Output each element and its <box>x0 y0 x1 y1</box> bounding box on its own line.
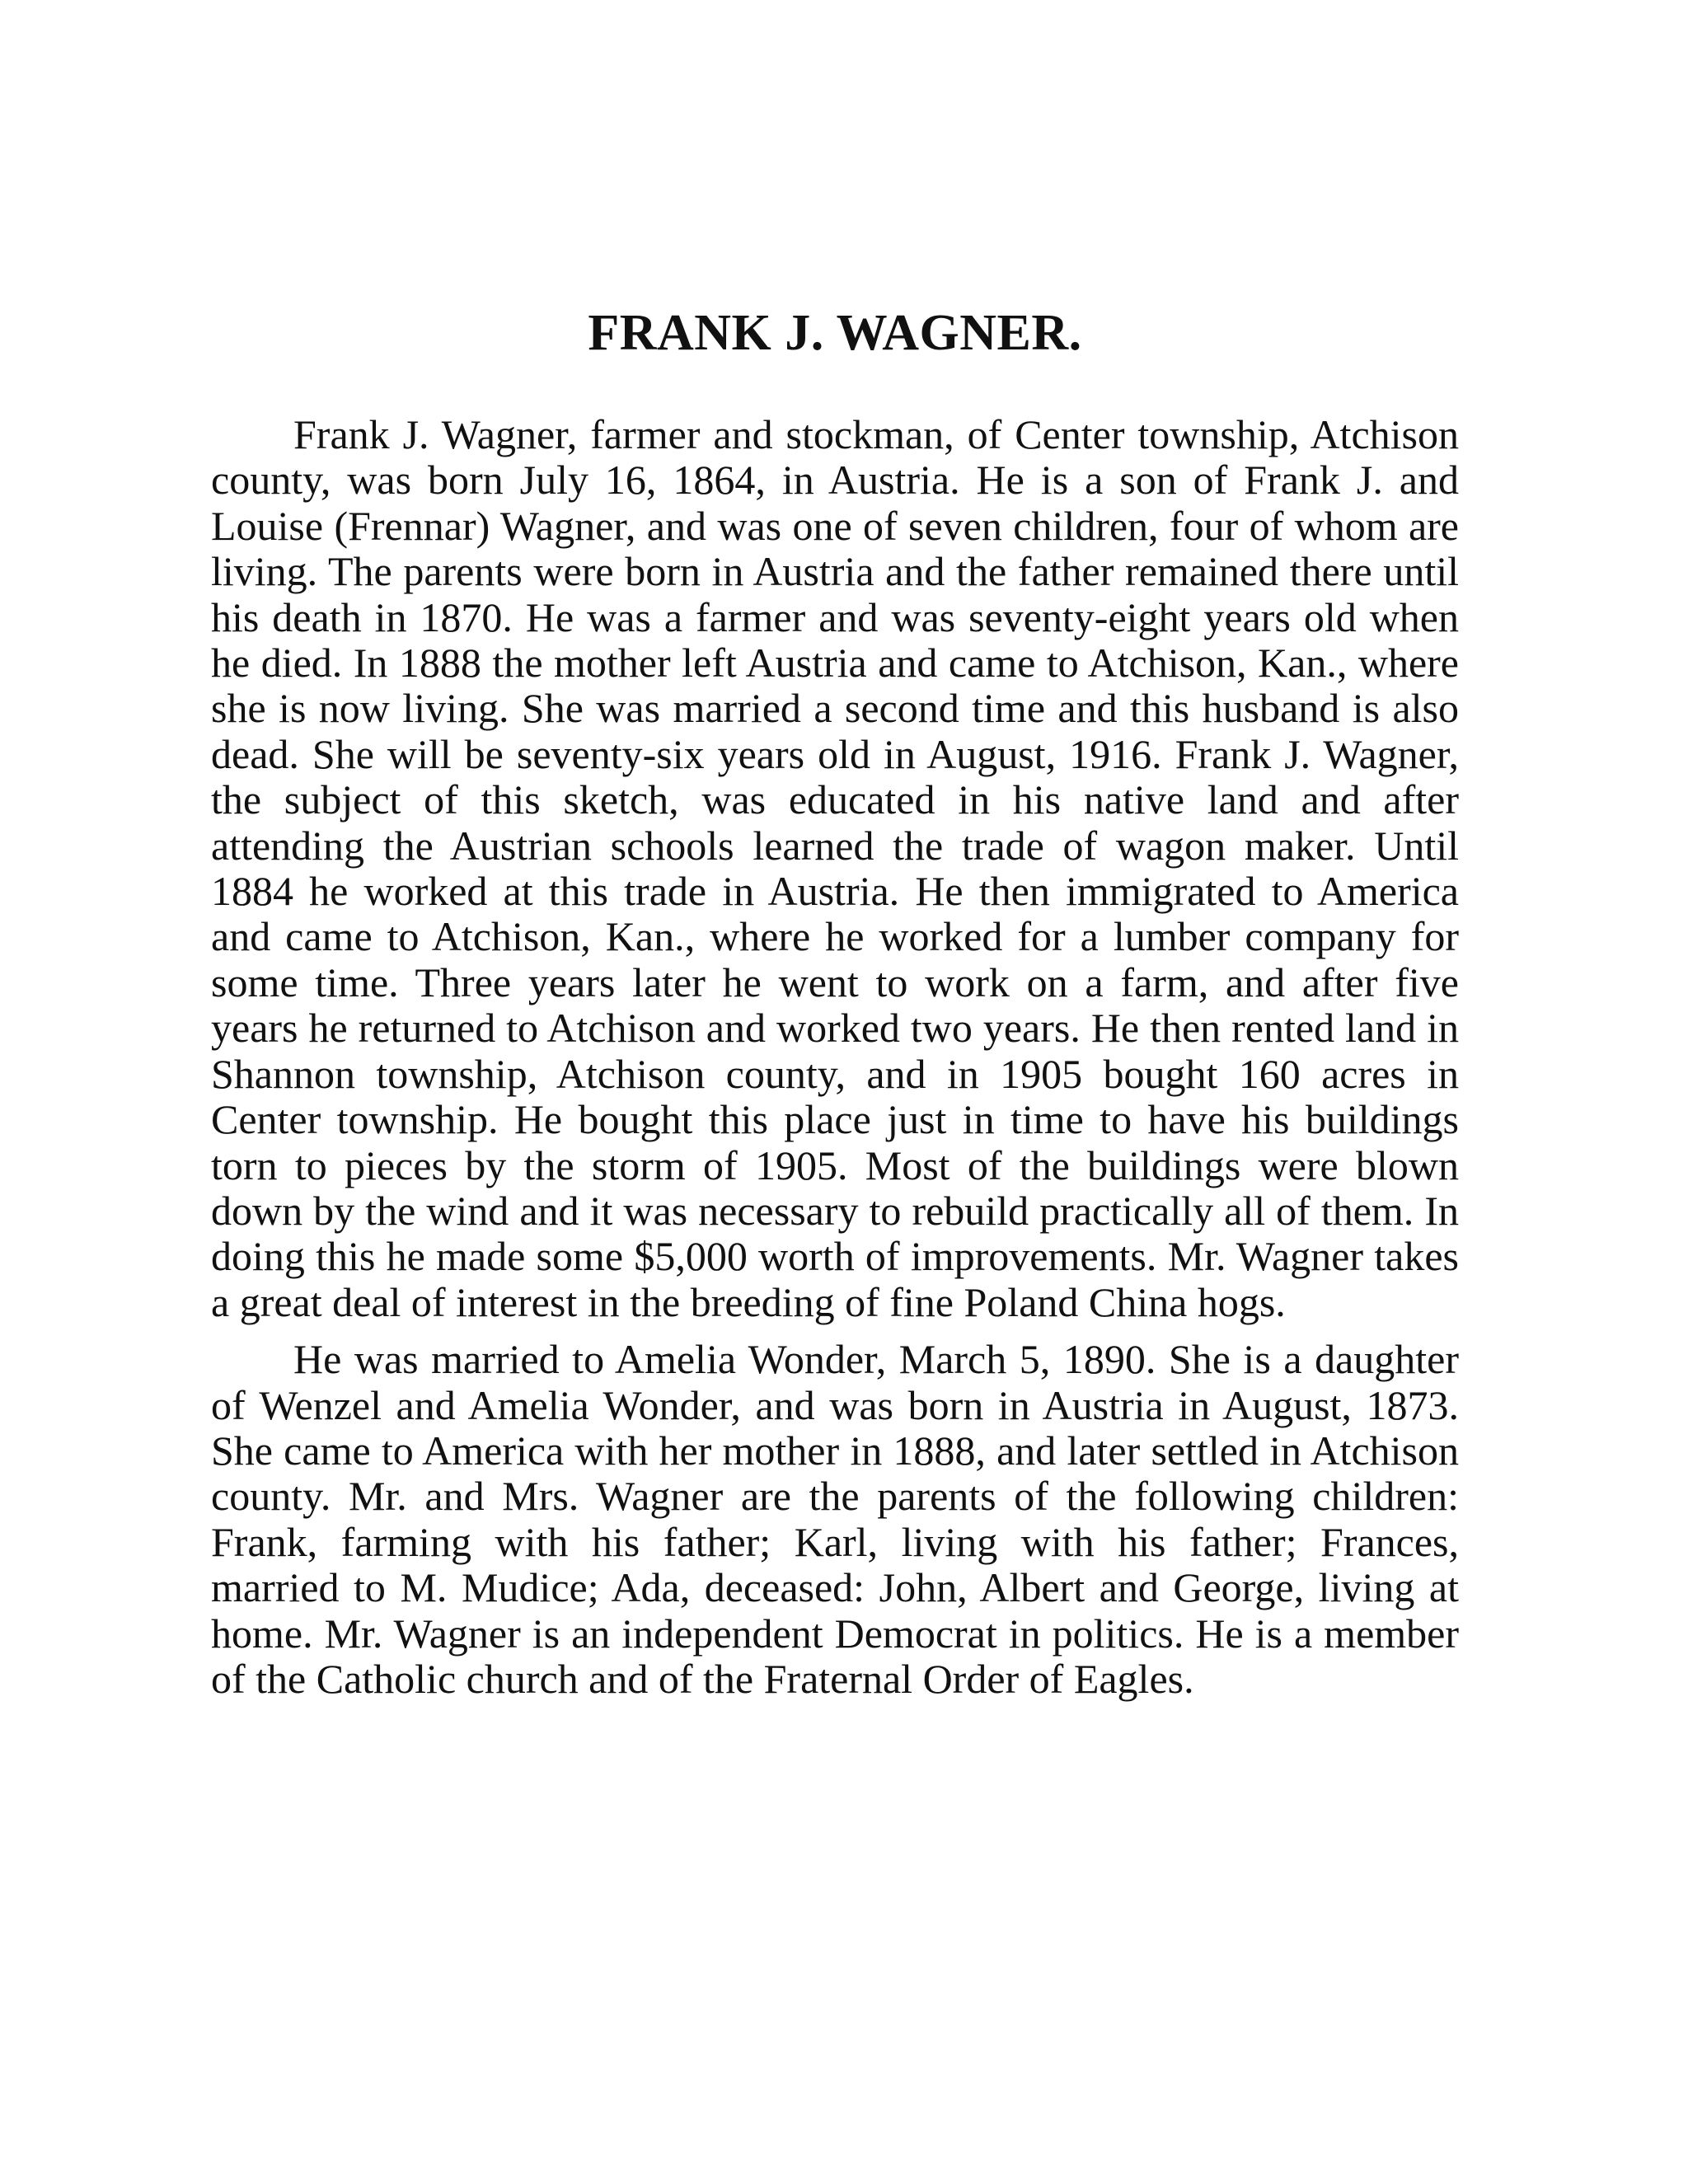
document-page <box>211 0 1459 2184</box>
body-paragraph-2: He was married to Amelia Wonder, March 5, 1890. She is a daughter of Wenzel and Amelia Wonder, and was born in Austria in August, 1873. She came to America with her mother in 1888, and later settled in Atchison county. Mr. and Mrs. Wagner are the parents of the following children: Frank, farming with his father; Karl, living with his father; Frances, married to M. Mudice; Ada, deceased: John, Albert and George, living at home. Mr. Wagner is an independent Democrat in politics. He is a member of the Catholic church and of the Fraternal Order of Eagles. <box>211 1336 1459 1702</box>
page-title: FRANK J. WAGNER. <box>588 305 1082 361</box>
document-body <box>211 412 1459 1713</box>
body-paragraph-1: Frank J. Wagner, farmer and stockman, of Center township, Atchison county, was born July 16, 1864, in Austria. He is a son of Frank J. and Louise (Frennar) Wagner, and was one of seven children, four of whom are living. The parents were born in Austria and the father remained there until his death in 1870. He was a farmer and was seventy-eight years old when he died. In 1888 the mother left Austria and came to Atchison, Kan., where she is now living. She was married a second time and this husband is also dead. She will be seventy-six years old in August, 1916. Frank J. Wagner, the subject of this sketch, was educated in his native land and after attending the Austrian schools learned the trade of wagon maker. Until 1884 he worked at this trade in Austria. He then immigrated to America and came to Atchison, Kan., where he worked for a lumber company for some time. Three years later he went to work on a farm, and after five years he returned to Atchison and worked two years. He then rented land in Shannon township, Atchison county, and in 1905 bought 160 acres in Center township. He bought this place just in time to have his buildings torn to pieces by the storm of 1905. Most of the buildings were blown down by the wind and it was necessary to rebuild practically all of them. In doing this he made some $5,000 worth of improvements. Mr. Wagner takes a great deal of interest in the breeding of fine Poland China hogs. <box>211 411 1459 1325</box>
